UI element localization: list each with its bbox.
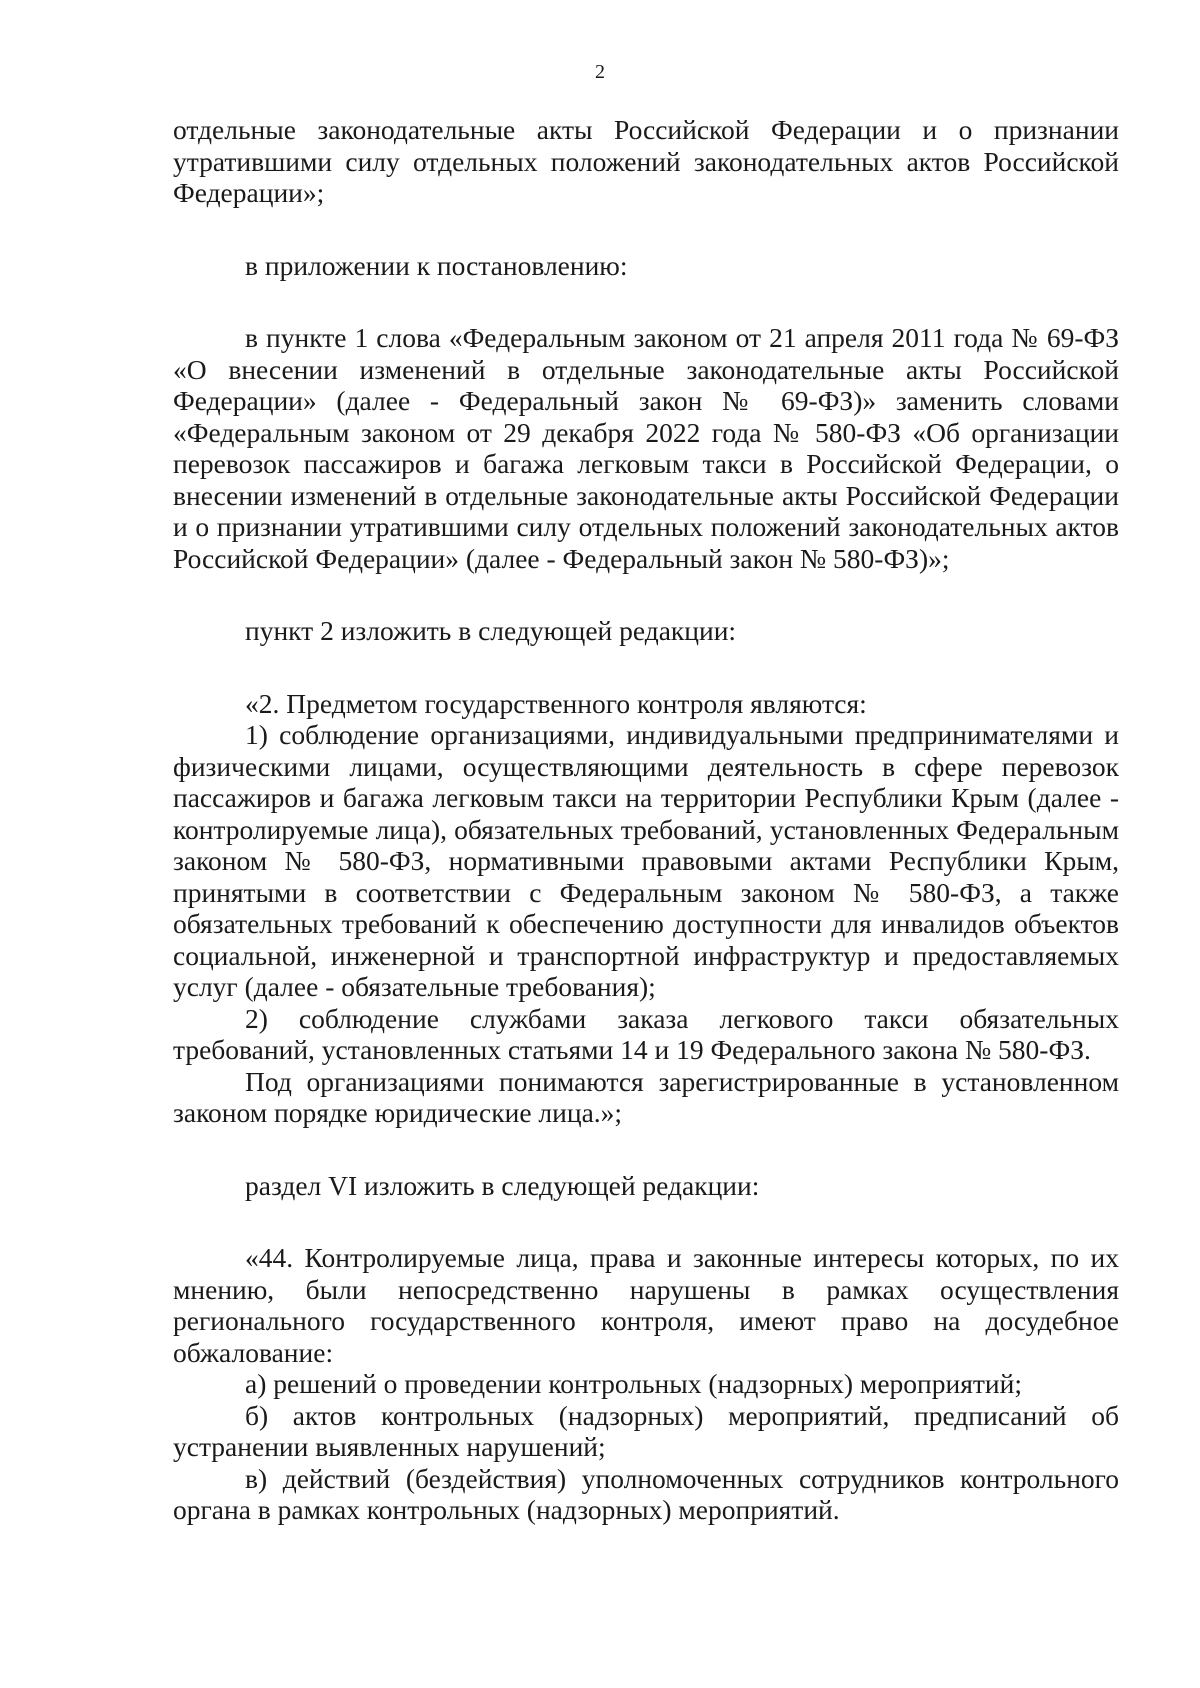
document-body: [173, 114, 1119, 1526]
paragraph-item-a: а) решений о проведении контрольных (надзорных) мероприятий;: [245, 1368, 1022, 1399]
paragraph-section-6-intro: раздел VI изложить в следующей редакции:: [245, 1169, 760, 1201]
paragraph-point-2-heading: «2. Предметом государственного контроля являются:: [245, 687, 867, 719]
paragraph-item-c: в) действий (бездействия) уполномоченных сотрудников контрольного органа в рамках контрольных (надзорных) мероприятий.: [173, 1462, 1119, 1525]
paragraph-organizations-definition: Под организациями понимаются зарегистрированные в установленном законом порядке юридические лица.»;: [173, 1065, 1119, 1128]
paragraph-continuation: отдельные законодательные акты Российской Федерации и о признании утратившими силу отдельных положений законодательных актов Российской Федерации»;: [173, 114, 1119, 208]
page-number: 2: [595, 61, 605, 83]
paragraph-item-b: б) актов контрольных (надзорных) мероприятий, предписаний об устранении выявленных нарушений;: [173, 1399, 1119, 1462]
paragraph-point-1-amendment: в пункте 1 слова «Федеральным законом от 21 апреля 2011 года № 69-ФЗ «О внесении изменений в отдельные законодательные акты Российской Федерации» (далее - Федеральный закон № 69-ФЗ)» заменить словами «Федеральным законом от 29 декабря 2022 года № 580-ФЗ «Об организации перевозок пассажиров и багажа легковым такси в Российской Федерации, о внесении изменений в отдельные законодательные акты Российской Федерации и о признании утратившими силу отдельных положений законодательных актов Российской Федерации» (далее - Федеральный закон № 580-ФЗ)»;: [173, 322, 1119, 574]
paragraph-point-44: «44. Контролируемые лица, права и законные интересы которых, по их мнению, были непосредственно нарушены в рамках осуществления регионального государственного контроля, имеют право на досудебное обжалование:: [173, 1242, 1119, 1368]
paragraph-appendix-intro: в приложении к постановлению:: [245, 249, 628, 281]
paragraph-point-2-intro: пункт 2 изложить в следующей редакции:: [245, 615, 737, 646]
paragraph-subpoint-2: 2) соблюдение службами заказа легкового такси обязательных требований, установленных статьями 14 и 19 Федерального закона № 580-ФЗ.: [173, 1002, 1119, 1065]
paragraph-subpoint-1: 1) соблюдение организациями, индивидуальными предпринимателями и физическими лицами, осуществляющими деятельность в сфере перевозок пассажиров и багажа легковым такси на территории Республики Крым (далее - контролируемые лица), обязательных требований, установленных Федеральным законом № 580-ФЗ, нормативными правовыми актами Республики Крым, принятыми в соответствии с Федеральным законом № 580-ФЗ, а также обязательных требований к обеспечению доступности для инвалидов объектов социальной, инженерной и транспортной инфраструктур и предоставляемых услуг (далее - обязательные требования);: [173, 719, 1119, 1002]
